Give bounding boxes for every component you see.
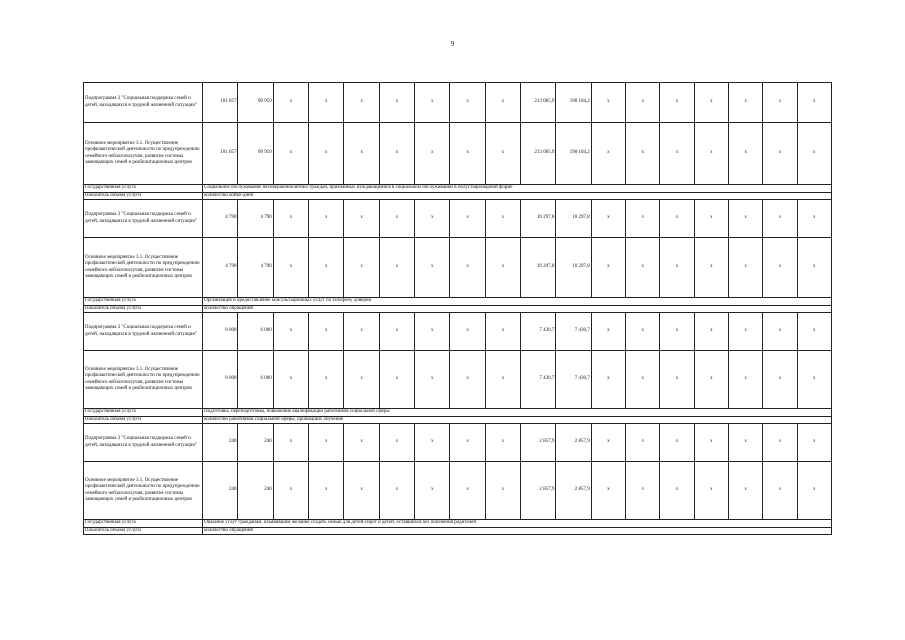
value-cell: 240	[238, 424, 273, 462]
x-mark-cell: x	[626, 123, 660, 185]
x-mark-cell: x	[309, 351, 344, 409]
x-mark-cell: x	[450, 123, 485, 185]
table-row	[84, 313, 832, 351]
info-text-cell: Подготовка, переподготовка, повышение квалификации работников социальной сферы	[203, 409, 832, 417]
x-mark-cell: x	[797, 351, 831, 409]
row-name-cell: Подпрограмма 3 "Социальная поддержка семей и детей, находящихся в трудной жизненной ситуации"	[84, 424, 203, 462]
table-row	[84, 238, 832, 298]
x-mark-cell: x	[694, 83, 728, 123]
x-mark-cell: x	[309, 313, 344, 351]
x-mark-cell: x	[450, 351, 485, 409]
x-mark-cell: x	[415, 424, 450, 462]
info-text-cell: Социальное обслуживание несовершеннолетних граждан, признанных нуждающимися в социальном обслуживании в полустационарной форме	[203, 185, 832, 193]
table-row	[84, 351, 832, 409]
x-mark-cell: x	[379, 238, 414, 298]
row-name-cell: Подпрограмма 3 "Социальная поддержка семей и детей, находящихся в трудной жизненной ситуации"	[84, 313, 203, 351]
x-mark-cell: x	[485, 123, 520, 185]
x-mark-cell: x	[344, 351, 379, 409]
x-mark-cell: x	[309, 238, 344, 298]
info-label-cell: Показатель объема услуги	[84, 416, 203, 424]
x-mark-cell: x	[728, 424, 762, 462]
x-mark-cell: x	[485, 238, 520, 298]
x-mark-cell: x	[344, 462, 379, 520]
info-row	[84, 520, 832, 528]
x-mark-cell: x	[797, 238, 831, 298]
x-mark-cell: x	[485, 351, 520, 409]
x-mark-cell: x	[450, 313, 485, 351]
value-cell: 90 959	[238, 123, 273, 185]
x-mark-cell: x	[763, 462, 797, 520]
x-mark-cell: x	[728, 83, 762, 123]
x-mark-cell: x	[591, 313, 625, 351]
value-cell: 4 790	[203, 238, 238, 298]
x-mark-cell: x	[450, 238, 485, 298]
value-cell: 213 085,9	[521, 83, 556, 123]
x-mark-cell: x	[379, 123, 414, 185]
value-cell: 90 959	[238, 83, 273, 123]
x-mark-cell: x	[694, 238, 728, 298]
x-mark-cell: x	[763, 83, 797, 123]
info-row	[84, 305, 832, 313]
page-number: 9	[450, 40, 455, 48]
x-mark-cell: x	[379, 200, 414, 238]
x-mark-cell: x	[728, 462, 762, 520]
x-mark-cell: x	[415, 238, 450, 298]
table-row	[84, 123, 832, 185]
value-cell: 10 297,8	[521, 238, 556, 298]
x-mark-cell: x	[344, 238, 379, 298]
x-mark-cell: x	[485, 83, 520, 123]
x-mark-cell: x	[379, 462, 414, 520]
value-cell: 101 657	[203, 83, 238, 123]
x-mark-cell: x	[728, 313, 762, 351]
info-row	[84, 409, 832, 417]
x-mark-cell: x	[344, 200, 379, 238]
x-mark-cell: x	[273, 238, 308, 298]
x-mark-cell: x	[797, 313, 831, 351]
x-mark-cell: x	[728, 238, 762, 298]
value-cell: 6 000	[203, 351, 238, 409]
x-mark-cell: x	[344, 123, 379, 185]
x-mark-cell: x	[273, 462, 308, 520]
x-mark-cell: x	[797, 200, 831, 238]
x-mark-cell: x	[273, 123, 308, 185]
x-mark-cell: x	[694, 351, 728, 409]
value-cell: 7 430,7	[556, 351, 591, 409]
x-mark-cell: x	[379, 83, 414, 123]
value-cell: 2 857,9	[521, 462, 556, 520]
x-mark-cell: x	[273, 424, 308, 462]
info-row	[84, 527, 832, 535]
value-cell: 190 104,2	[556, 123, 591, 185]
x-mark-cell: x	[694, 462, 728, 520]
value-cell: 10 297,8	[521, 200, 556, 238]
x-mark-cell: x	[273, 200, 308, 238]
value-cell: 2 857,9	[556, 424, 591, 462]
x-mark-cell: x	[694, 123, 728, 185]
x-mark-cell: x	[415, 200, 450, 238]
x-mark-cell: x	[591, 123, 625, 185]
x-mark-cell: x	[694, 424, 728, 462]
value-cell: 10 297,8	[556, 200, 591, 238]
x-mark-cell: x	[660, 238, 694, 298]
value-cell: 2 857,9	[556, 462, 591, 520]
x-mark-cell: x	[728, 200, 762, 238]
x-mark-cell: x	[694, 313, 728, 351]
x-mark-cell: x	[344, 313, 379, 351]
value-cell: 6 000	[203, 313, 238, 351]
x-mark-cell: x	[728, 123, 762, 185]
value-cell: 7 430,7	[521, 351, 556, 409]
value-cell: 240	[203, 424, 238, 462]
info-row	[84, 416, 832, 424]
x-mark-cell: x	[415, 351, 450, 409]
x-mark-cell: x	[415, 83, 450, 123]
info-text-cell: количество работников социальной сферы, прошедших обучение	[203, 416, 832, 424]
value-cell: 7 430,7	[556, 313, 591, 351]
x-mark-cell: x	[626, 200, 660, 238]
x-mark-cell: x	[273, 83, 308, 123]
value-cell: 190 104,2	[556, 83, 591, 123]
value-cell: 240	[238, 462, 273, 520]
row-name-cell: Основное мероприятие 3.1. Осуществление профилактической деятельности по предупреждению семейного неблагополучия, развитие системы замещающих семей и реабилитационных центров	[84, 123, 203, 185]
table-row	[84, 424, 832, 462]
value-cell: 6 000	[238, 313, 273, 351]
x-mark-cell: x	[415, 123, 450, 185]
row-name-cell: Основное мероприятие 3.1. Осуществление профилактической деятельности по предупреждению семейного неблагополучия, развитие системы замещающих семей и реабилитационных центров	[84, 462, 203, 520]
x-mark-cell: x	[626, 238, 660, 298]
x-mark-cell: x	[763, 200, 797, 238]
info-text-cell: количество обращений	[203, 305, 832, 313]
info-label-cell: Показатель объема услуги	[84, 527, 203, 535]
x-mark-cell: x	[485, 200, 520, 238]
value-cell: 4 790	[238, 238, 273, 298]
info-label-cell: Показатель объема услуги	[84, 192, 203, 200]
info-label-cell: Показатель объема услуги	[84, 305, 203, 313]
x-mark-cell: x	[660, 462, 694, 520]
info-label-cell: Государственная услуга	[84, 520, 203, 528]
value-cell: 4 790	[238, 200, 273, 238]
x-mark-cell: x	[626, 313, 660, 351]
x-mark-cell: x	[797, 462, 831, 520]
x-mark-cell: x	[485, 424, 520, 462]
info-label-cell: Государственная услуга	[84, 298, 203, 306]
table-row	[84, 83, 832, 123]
x-mark-cell: x	[626, 424, 660, 462]
x-mark-cell: x	[763, 313, 797, 351]
value-cell: 4 790	[203, 200, 238, 238]
x-mark-cell: x	[273, 313, 308, 351]
value-cell: 10 297,8	[556, 238, 591, 298]
x-mark-cell: x	[273, 351, 308, 409]
table-row	[84, 462, 832, 520]
x-mark-cell: x	[450, 83, 485, 123]
x-mark-cell: x	[660, 351, 694, 409]
value-cell: 2 857,9	[521, 424, 556, 462]
x-mark-cell: x	[626, 351, 660, 409]
x-mark-cell: x	[797, 83, 831, 123]
x-mark-cell: x	[379, 424, 414, 462]
x-mark-cell: x	[309, 424, 344, 462]
x-mark-cell: x	[626, 462, 660, 520]
info-label-cell: Государственная услуга	[84, 409, 203, 417]
x-mark-cell: x	[660, 83, 694, 123]
info-label-cell: Государственная услуга	[84, 185, 203, 193]
row-name-cell: Основное мероприятие 3.1. Осуществление профилактической деятельности по предупреждению семейного неблагополучия, развитие системы замещающих семей и реабилитационных центров	[84, 351, 203, 409]
x-mark-cell: x	[660, 313, 694, 351]
row-name-cell: Подпрограмма 3 "Социальная поддержка семей и детей, находящихся в трудной жизненной ситуации"	[84, 200, 203, 238]
x-mark-cell: x	[626, 83, 660, 123]
table-row	[84, 200, 832, 238]
x-mark-cell: x	[660, 424, 694, 462]
x-mark-cell: x	[415, 313, 450, 351]
info-text-cell: Оказание услуг гражданам, изъявившим желание создать семью для детей-сирот и детей, оставшихся без попечения родителей	[203, 520, 832, 528]
x-mark-cell: x	[309, 200, 344, 238]
x-mark-cell: x	[415, 462, 450, 520]
x-mark-cell: x	[591, 200, 625, 238]
x-mark-cell: x	[591, 83, 625, 123]
x-mark-cell: x	[660, 200, 694, 238]
x-mark-cell: x	[344, 83, 379, 123]
x-mark-cell: x	[591, 238, 625, 298]
x-mark-cell: x	[485, 313, 520, 351]
x-mark-cell: x	[591, 424, 625, 462]
info-row	[84, 192, 832, 200]
info-text-cell: Организация и предоставление консультационных услуг по телефону доверия	[203, 298, 832, 306]
x-mark-cell: x	[344, 424, 379, 462]
value-cell: 7 430,7	[521, 313, 556, 351]
x-mark-cell: x	[763, 238, 797, 298]
row-name-cell: Подпрограмма 3 "Социальная поддержка семей и детей, находящихся в трудной жизненной ситуации"	[84, 83, 203, 123]
info-row	[84, 185, 832, 193]
x-mark-cell: x	[450, 462, 485, 520]
info-row	[84, 298, 832, 306]
x-mark-cell: x	[379, 313, 414, 351]
info-text-cell: количество обращений	[203, 527, 832, 535]
x-mark-cell: x	[797, 424, 831, 462]
x-mark-cell: x	[450, 424, 485, 462]
x-mark-cell: x	[309, 462, 344, 520]
value-cell: 213 085,9	[521, 123, 556, 185]
row-name-cell: Основное мероприятие 3.1. Осуществление профилактической деятельности по предупреждению семейного неблагополучия, развитие системы замещающих семей и реабилитационных центров	[84, 238, 203, 298]
value-cell: 101 657	[203, 123, 238, 185]
value-cell: 240	[203, 462, 238, 520]
x-mark-cell: x	[485, 462, 520, 520]
x-mark-cell: x	[763, 123, 797, 185]
x-mark-cell: x	[591, 351, 625, 409]
x-mark-cell: x	[763, 351, 797, 409]
x-mark-cell: x	[309, 123, 344, 185]
program-table	[83, 82, 832, 535]
x-mark-cell: x	[797, 123, 831, 185]
x-mark-cell: x	[379, 351, 414, 409]
x-mark-cell: x	[591, 462, 625, 520]
x-mark-cell: x	[763, 424, 797, 462]
x-mark-cell: x	[694, 200, 728, 238]
x-mark-cell: x	[450, 200, 485, 238]
x-mark-cell: x	[728, 351, 762, 409]
x-mark-cell: x	[309, 83, 344, 123]
value-cell: 6 000	[238, 351, 273, 409]
info-text-cell: количество койко-дней	[203, 192, 832, 200]
x-mark-cell: x	[660, 123, 694, 185]
